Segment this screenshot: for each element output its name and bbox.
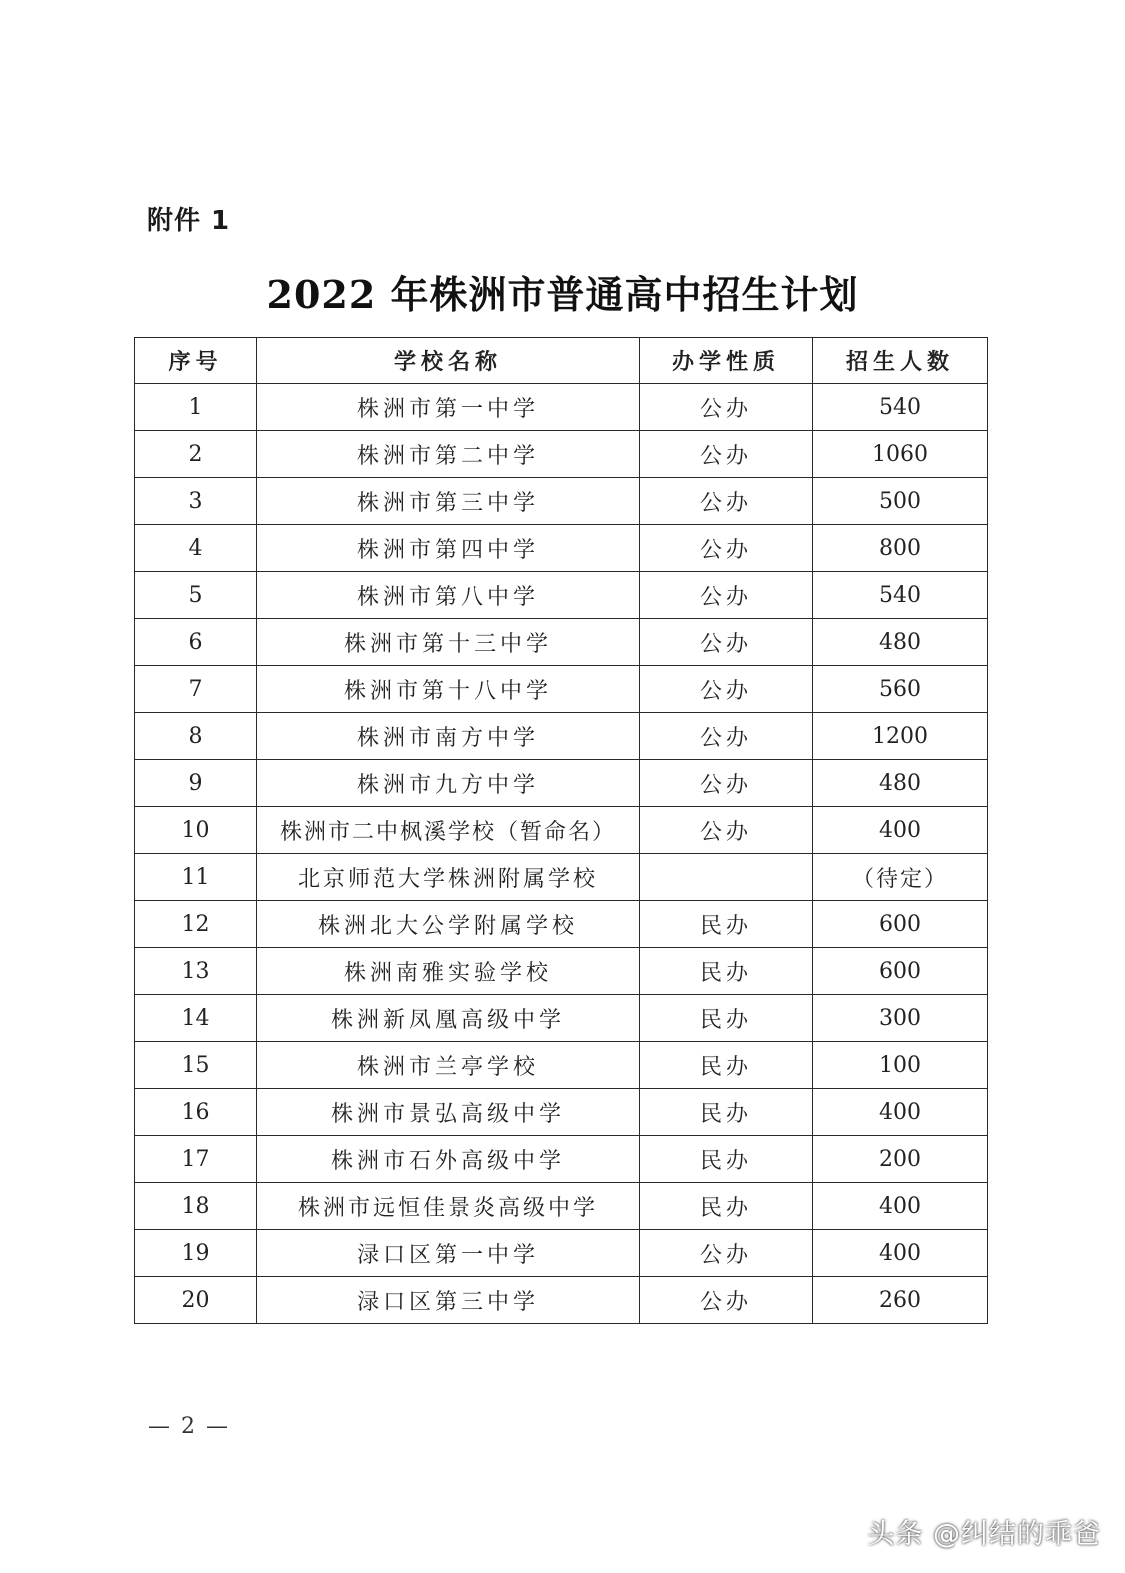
table-row xyxy=(135,478,988,525)
school-type: 公办 xyxy=(640,760,813,807)
row-number: 3 xyxy=(135,478,257,525)
enrollment-count: 540 xyxy=(813,384,988,431)
row-number: 7 xyxy=(135,666,257,713)
school-type: 公办 xyxy=(640,666,813,713)
row-number: 8 xyxy=(135,713,257,760)
table-row xyxy=(135,1230,988,1277)
school-type: 民办 xyxy=(640,901,813,948)
document-title: 2022 年株洲市普通高中招生计划 xyxy=(266,272,859,317)
enrollment-count: 400 xyxy=(813,1183,988,1230)
school-name: 株洲市景弘高级中学 xyxy=(257,1089,640,1136)
enrollment-count: 500 xyxy=(813,478,988,525)
school-name: 株洲市第二中学 xyxy=(257,431,640,478)
school-name: 株洲市兰亭学校 xyxy=(257,1042,640,1089)
school-type: 民办 xyxy=(640,1089,813,1136)
school-name: 株洲市第一中学 xyxy=(257,384,640,431)
page-number: — 2 — xyxy=(148,1414,230,1439)
table-row xyxy=(135,995,988,1042)
row-number: 6 xyxy=(135,619,257,666)
enrollment-count: 260 xyxy=(813,1277,988,1324)
school-name: 株洲市石外高级中学 xyxy=(257,1136,640,1183)
enrollment-count: 200 xyxy=(813,1136,988,1183)
enrollment-count: 480 xyxy=(813,619,988,666)
row-number: 19 xyxy=(135,1230,257,1277)
table-row xyxy=(135,901,988,948)
attachment-label: 附件 1 xyxy=(147,206,231,236)
school-name: 渌口区第一中学 xyxy=(257,1230,640,1277)
school-type: 公办 xyxy=(640,431,813,478)
school-name: 北京师范大学株洲附属学校 xyxy=(257,854,640,901)
school-name: 株洲市第八中学 xyxy=(257,572,640,619)
enrollment-count: 400 xyxy=(813,807,988,854)
row-number: 17 xyxy=(135,1136,257,1183)
table-row xyxy=(135,1136,988,1183)
school-name: 株洲市二中枫溪学校（暂命名） xyxy=(257,807,640,854)
school-type: 公办 xyxy=(640,1277,813,1324)
school-type xyxy=(640,854,813,901)
school-name: 株洲市南方中学 xyxy=(257,713,640,760)
table-row xyxy=(135,384,988,431)
column-header-number: 序号 xyxy=(135,338,257,384)
school-type: 民办 xyxy=(640,1183,813,1230)
row-number: 1 xyxy=(135,384,257,431)
school-name: 株洲市九方中学 xyxy=(257,760,640,807)
table-row xyxy=(135,760,988,807)
enrollment-count: 1060 xyxy=(813,431,988,478)
school-name: 株洲新凤凰高级中学 xyxy=(257,995,640,1042)
school-name: 株洲市第十八中学 xyxy=(257,666,640,713)
table-row xyxy=(135,1277,988,1324)
table-row xyxy=(135,1183,988,1230)
table-row xyxy=(135,948,988,995)
school-name: 株洲市第十三中学 xyxy=(257,619,640,666)
column-header-type: 办学性质 xyxy=(640,338,813,384)
school-type: 公办 xyxy=(640,384,813,431)
school-type: 民办 xyxy=(640,948,813,995)
row-number: 20 xyxy=(135,1277,257,1324)
school-type: 公办 xyxy=(640,572,813,619)
enrollment-count: 300 xyxy=(813,995,988,1042)
table-row xyxy=(135,666,988,713)
table-row xyxy=(135,1089,988,1136)
row-number: 16 xyxy=(135,1089,257,1136)
row-number: 15 xyxy=(135,1042,257,1089)
enrollment-count: 600 xyxy=(813,948,988,995)
enrollment-count: 540 xyxy=(813,572,988,619)
row-number: 11 xyxy=(135,854,257,901)
school-type: 民办 xyxy=(640,1136,813,1183)
enrollment-count: 560 xyxy=(813,666,988,713)
school-type: 公办 xyxy=(640,1230,813,1277)
enrollment-count: （待定） xyxy=(813,854,988,901)
enrollment-count: 800 xyxy=(813,525,988,572)
row-number: 4 xyxy=(135,525,257,572)
school-name: 株洲南雅实验学校 xyxy=(257,948,640,995)
enrollment-count: 400 xyxy=(813,1230,988,1277)
row-number: 14 xyxy=(135,995,257,1042)
school-name: 株洲市第三中学 xyxy=(257,478,640,525)
school-name: 株洲北大公学附属学校 xyxy=(257,901,640,948)
row-number: 13 xyxy=(135,948,257,995)
school-type: 民办 xyxy=(640,995,813,1042)
enrollment-count: 400 xyxy=(813,1089,988,1136)
school-name: 株洲市远恒佳景炎高级中学 xyxy=(257,1183,640,1230)
table-row xyxy=(135,807,988,854)
row-number: 12 xyxy=(135,901,257,948)
row-number: 5 xyxy=(135,572,257,619)
table-row xyxy=(135,525,988,572)
column-header-count: 招生人数 xyxy=(813,338,988,384)
school-type: 公办 xyxy=(640,619,813,666)
watermark: 头条 @纠结的乖爸 xyxy=(867,1519,1101,1550)
column-header-school: 学校名称 xyxy=(257,338,640,384)
row-number: 9 xyxy=(135,760,257,807)
table-row xyxy=(135,1042,988,1089)
enrollment-plan-table xyxy=(134,337,988,1324)
table-row xyxy=(135,572,988,619)
row-number: 18 xyxy=(135,1183,257,1230)
table-row xyxy=(135,854,988,901)
table-header-row xyxy=(135,338,988,384)
table-row xyxy=(135,713,988,760)
school-type: 公办 xyxy=(640,478,813,525)
school-type: 公办 xyxy=(640,713,813,760)
enrollment-count: 480 xyxy=(813,760,988,807)
school-type: 民办 xyxy=(640,1042,813,1089)
table-row xyxy=(135,431,988,478)
table-row xyxy=(135,619,988,666)
enrollment-count: 100 xyxy=(813,1042,988,1089)
school-name: 株洲市第四中学 xyxy=(257,525,640,572)
school-type: 公办 xyxy=(640,525,813,572)
row-number: 10 xyxy=(135,807,257,854)
row-number: 2 xyxy=(135,431,257,478)
enrollment-count: 1200 xyxy=(813,713,988,760)
enrollment-count: 600 xyxy=(813,901,988,948)
school-name: 渌口区第三中学 xyxy=(257,1277,640,1324)
school-type: 公办 xyxy=(640,807,813,854)
